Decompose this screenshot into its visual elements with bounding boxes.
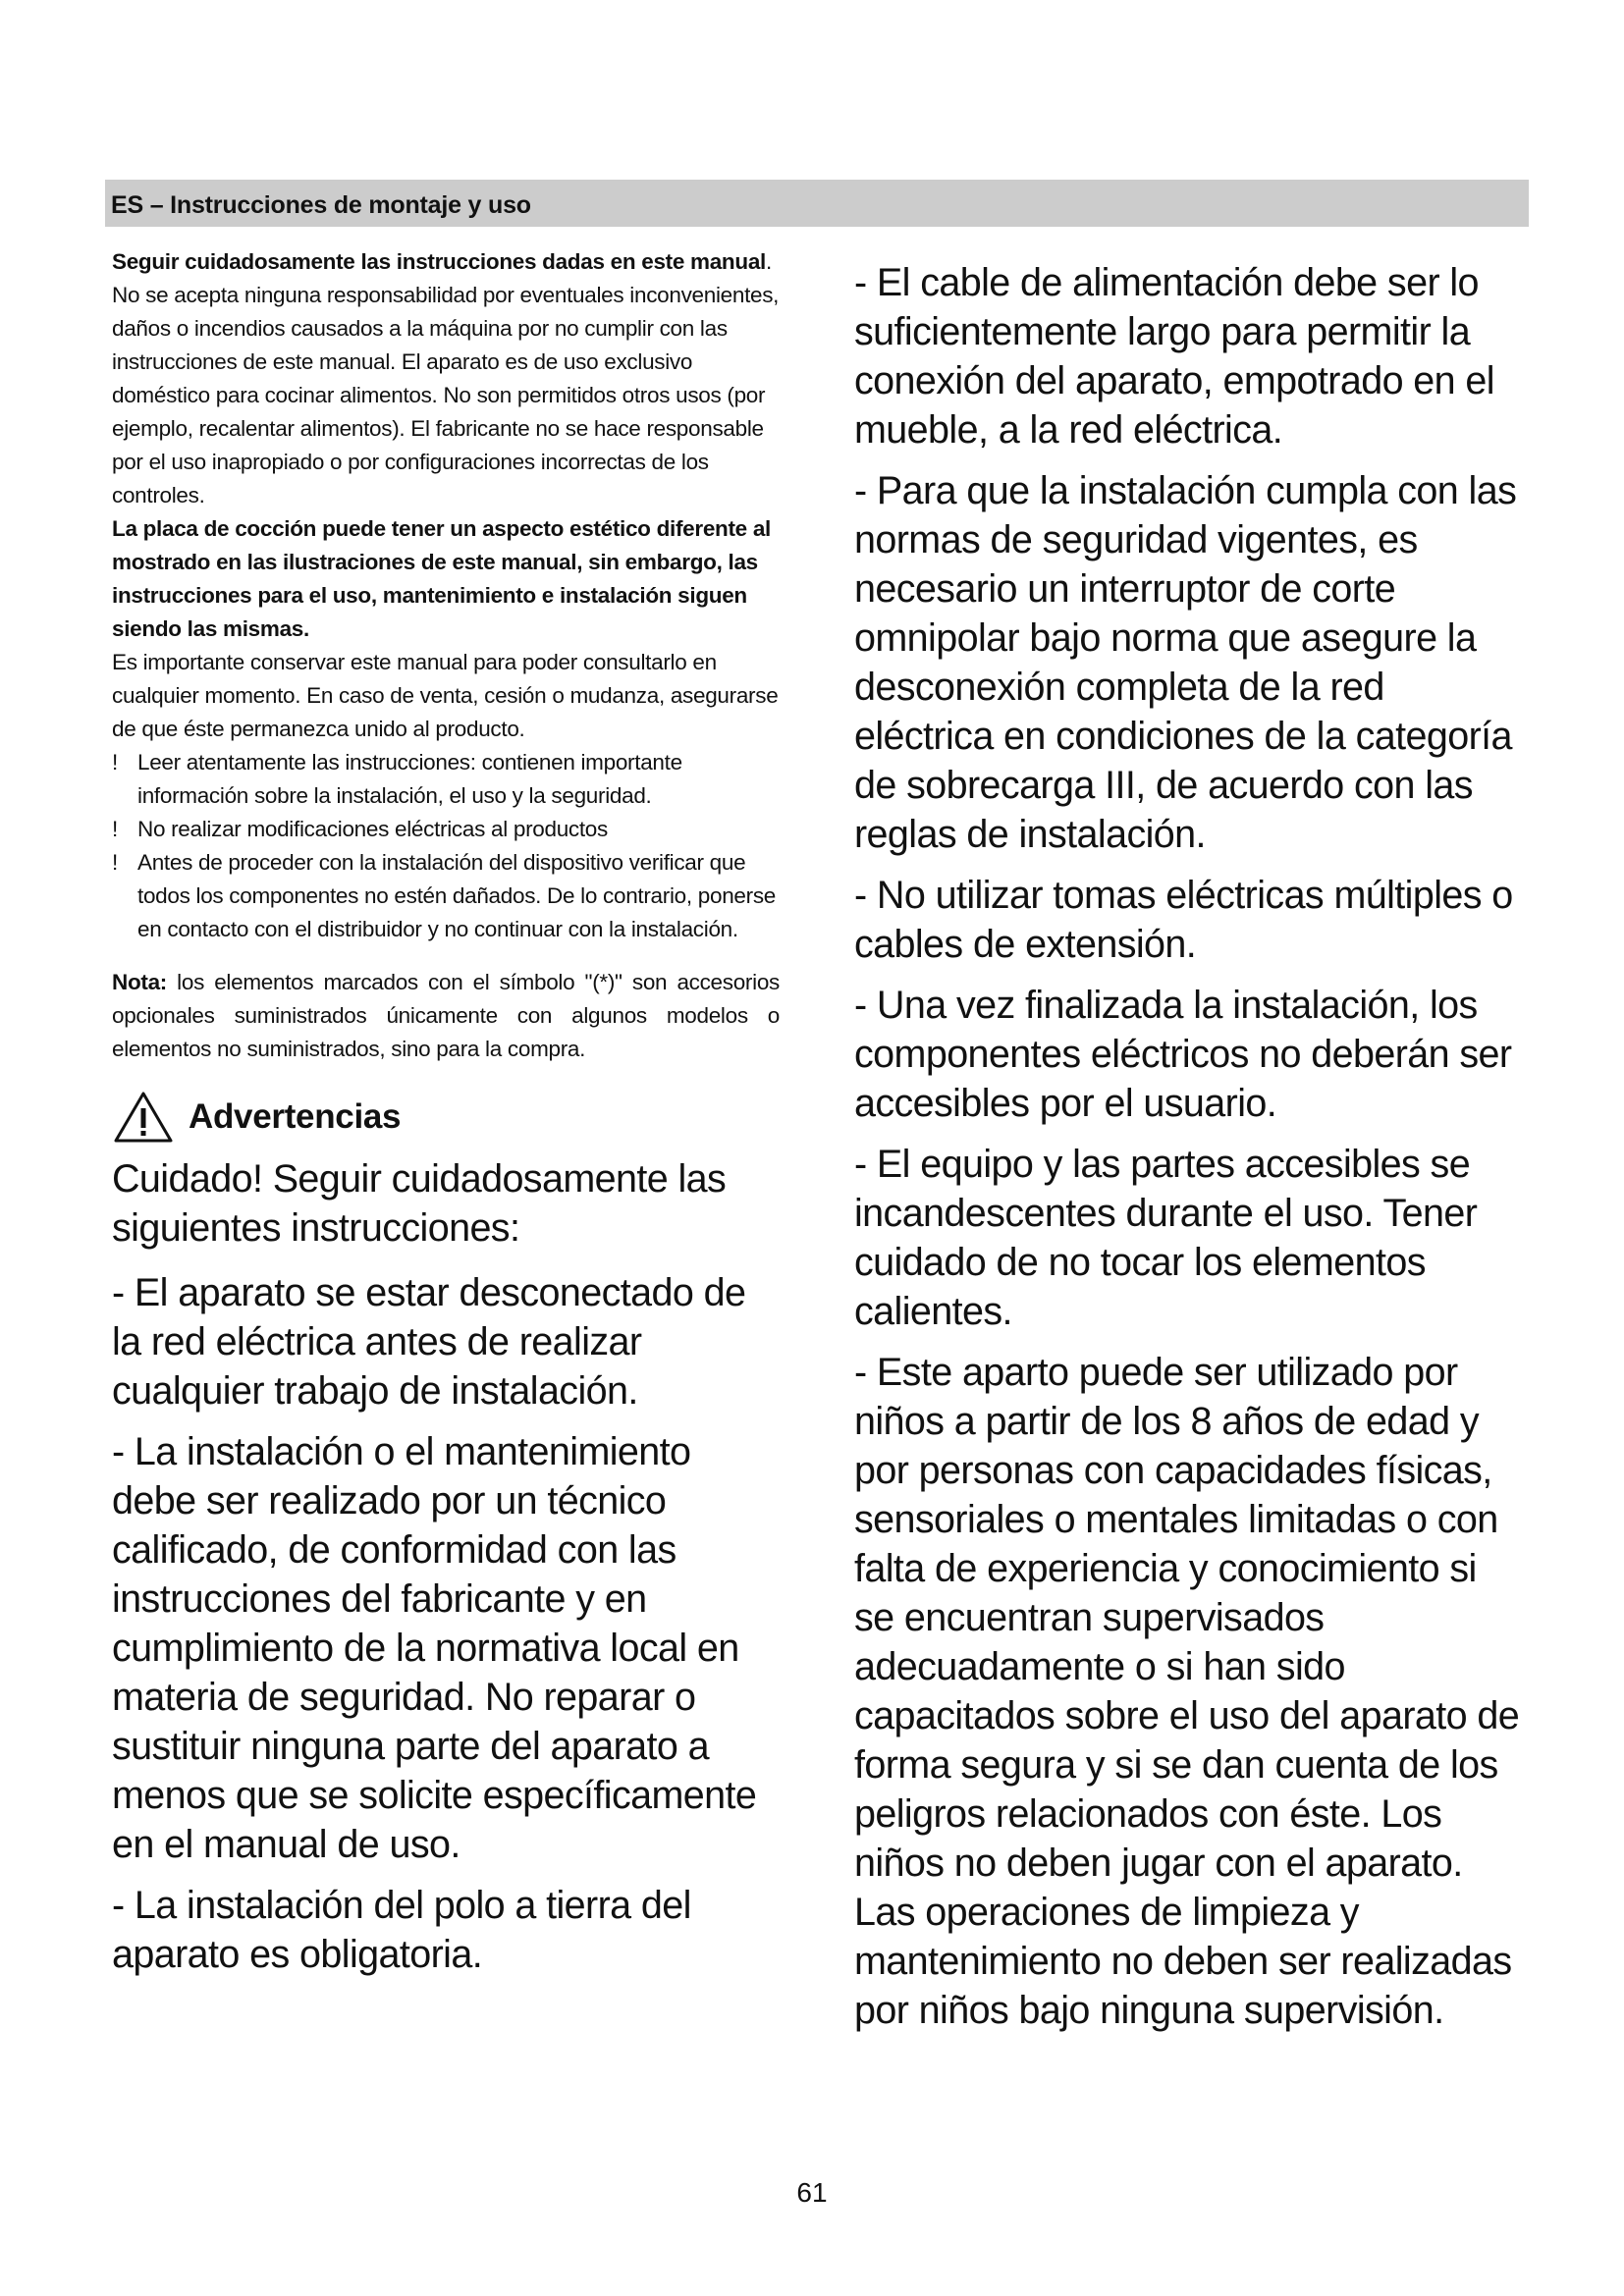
left-column [112,245,780,1991]
warnings-intro: Cuidado! Seguir cuidadosamente las siguientes instrucciones: [112,1157,727,1250]
note-text: los elementos marcados con el símbolo "(*)" son accesorios opcionales suministrados únicamente con algunos modelos o elementos no suministrados, sino para la compra. [112,970,780,1061]
bullet-list [112,746,780,946]
warning-item: - El cable de alimentación debe ser lo suficientemente largo para permitir la conexión del aparato, empotrado en el mueble, a la red eléctrica. [854,261,1494,452]
warnings-heading [112,1088,780,1147]
list-item: ! Antes de proceder con la instalación del dispositivo verificar que todos los componentes no estén dañados. De lo contrario, ponerse en contacto con el distribuidor y no continuar con la instalación. [112,846,780,946]
list-item: ! Leer atentamente las instrucciones: contienen importante información sobre la instalación, el uso y la seguridad. [112,746,780,813]
intro-paragraph [112,245,780,512]
right-column [854,258,1522,2047]
warning-item: - No utilizar tomas eléctricas múltiples o cables de extensión. [854,874,1513,966]
warning-item: - La instalación o el mantenimiento debe ser realizado por un técnico calificado, de conformidad con las instrucciones del fabricante y en cumplimiento de la normativa local en materia de seguridad. No reparar o sustituir ninguna parte del aparato a menos que se solicite específicamente en el manual de uso. [112,1430,757,1866]
keep-manual-paragraph: Es importante conservar este manual para poder consultarlo en cualquier momento. En caso de venta, cesión o mudanza, asegurarse de que éste permanezca unido al producto. [112,650,779,741]
warning-item: - Este aparto puede ser utilizado por niños a partir de los 8 años de edad y por personas con capacidades físicas, sensoriales o mentales limitadas o con falta de experiencia y conocimiento si se encuentran supervisados adecuadamente o si han sido capacitados sobre el uso del aparato de forma segura y si se dan cuenta de los peligros relacionados con éste. Los niños no deben jugar con el aparato. Las operaciones de limpieza y mantenimiento no deben ser realizadas por niños bajo ninguna supervisión. [854,1351,1520,2032]
intro-text: . No se acepta ninguna responsabilidad por eventuales inconvenientes, daños o incendios causados a la máquina por no cumplir con las instrucciones de este manual. El aparato es de uso exclusivo doméstico para cocinar alimentos. No son permitidos otros usos (por ejemplo, recalentar alimentos). El fabricante no se hace responsable por el uso inapropiado o por configuraciones incorrectas de los controles. [112,249,780,507]
list-item: ! No realizar modificaciones eléctricas al productos [112,813,780,846]
note-paragraph [112,966,780,1066]
intro-bold-lead: Seguir cuidadosamente las instrucciones dadas en este manual [112,249,766,274]
warning-triangle-icon [112,1090,175,1145]
section-header [105,180,1529,227]
warning-item: - El aparato se estar desconectado de la red eléctrica antes de realizar cualquier trabajo de instalación. [112,1271,746,1413]
exclamation-icon: ! [112,817,118,841]
aspect-note: La placa de cocción puede tener un aspecto estético diferente al mostrado en las ilustraciones de este manual, sin embargo, las instrucciones para el uso, mantenimiento e instalación siguen siendo las mismas. [112,516,772,641]
section-title: ES – Instrucciones de montaje y uso [111,191,531,219]
warning-item: - Una vez finalizada la instalación, los componentes eléctricos no deberán ser accesibles por el usuario. [854,984,1512,1125]
exclamation-icon: ! [112,850,118,875]
exclamation-icon: ! [112,750,118,774]
warnings-title: Advertencias [189,1097,402,1136]
warning-item: - El equipo y las partes accesibles se incandescentes durante el uso. Tener cuidado de no tocar los elementos calientes. [854,1143,1478,1333]
warning-item: - La instalación del polo a tierra del aparato es obligatoria. [112,1884,691,1976]
note-label: Nota: [112,970,167,994]
warning-item: - Para que la instalación cumpla con las normas de seguridad vigentes, es necesario un interruptor de corte omnipolar bajo norma que asegure la desconexión completa de la red eléctrica en condiciones de la categoría de sobrecarga III, de acuerdo con las reglas de instalación. [854,469,1517,856]
page-number: 61 [796,2177,828,2208]
